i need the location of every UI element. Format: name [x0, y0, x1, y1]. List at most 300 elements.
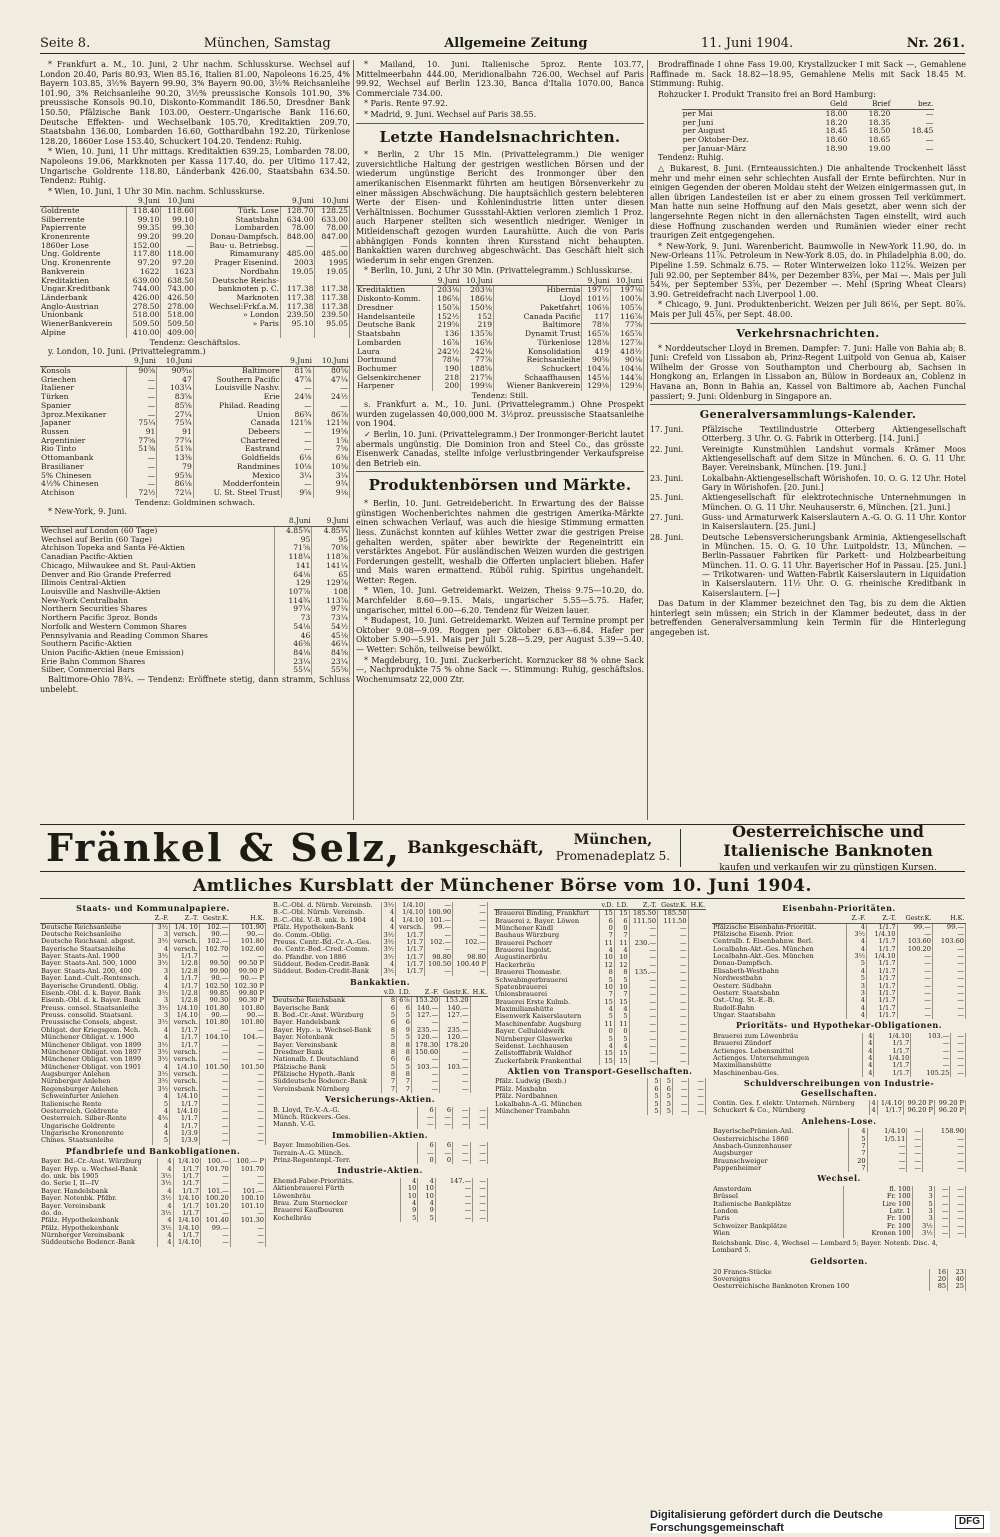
- table-cell: —: [453, 1107, 470, 1114]
- table-cell: Maximilianshütte: [712, 1062, 863, 1069]
- table-cell: Lstr. 1: [844, 1208, 913, 1215]
- table-row: [712, 1223, 966, 1230]
- table-header-cell: 9.Juni: [281, 357, 313, 366]
- table-row: [712, 960, 966, 967]
- table-row: [40, 1180, 266, 1187]
- table-cell: 152: [461, 313, 494, 322]
- table-cell: —: [932, 983, 965, 990]
- table-cell: 97.20: [161, 259, 196, 268]
- table-cell: U. St. Steel Trust: [193, 489, 281, 498]
- table-cell: —: [126, 393, 156, 402]
- table-cell: —: [199, 1056, 230, 1063]
- table-cell: 95: [274, 536, 312, 545]
- table-cell: —: [199, 1123, 230, 1130]
- table-cell: 90⅝: [126, 366, 156, 375]
- kb-wechsel-table: [712, 1186, 966, 1238]
- table-cell: —: [951, 1070, 966, 1077]
- table-cell: —: [629, 1036, 657, 1043]
- table-cell: 3½: [152, 1086, 169, 1093]
- table-cell: 16: [930, 1269, 948, 1276]
- table-cell: —: [281, 402, 313, 411]
- kursblatt-col-1: [40, 902, 266, 1442]
- table-cell: —: [867, 1158, 907, 1165]
- table-cell: —: [453, 902, 488, 909]
- table-cell: 1/1.7: [866, 946, 897, 953]
- table-cell: 99.10: [161, 216, 196, 225]
- table-row: [40, 579, 350, 588]
- table-cell: 10: [614, 984, 629, 991]
- table-cell: Canada: [193, 419, 281, 428]
- table-cell: Unionsbrauerei: [494, 991, 599, 998]
- table-cell: —: [411, 1086, 439, 1093]
- table-row: [272, 902, 488, 909]
- table-cell: —: [658, 940, 689, 947]
- table-cell: 743.00: [161, 285, 196, 294]
- table-cell: 518.00: [161, 311, 196, 320]
- table-cell: 54⅛: [274, 623, 312, 632]
- table-cell: Denver and Rio Grande Preferred: [40, 571, 274, 580]
- table-cell: 4: [152, 1130, 169, 1137]
- table-cell: —: [281, 480, 313, 489]
- table-cell: Oesterr. Staatsbahn: [712, 990, 846, 997]
- table-cell: Louisville Nashv.: [193, 384, 281, 393]
- table-cell: 4: [158, 1188, 174, 1195]
- table-cell: —: [907, 1143, 923, 1150]
- table-row: [712, 1283, 966, 1290]
- table-cell: Canada Pacific: [494, 313, 582, 322]
- table-cell: 47¼: [313, 376, 349, 385]
- table-cell: 100⅞: [611, 295, 644, 304]
- table-cell: Kronen 100: [844, 1230, 913, 1237]
- table-row: [40, 938, 266, 945]
- table-cell: 5: [614, 977, 629, 984]
- table-cell: Ost.-Ung. St.-E.-B.: [712, 997, 846, 1004]
- table-row: [494, 1013, 706, 1020]
- table-cell: Goldrente: [40, 206, 126, 215]
- table-cell: Preussische Consols, abgest.: [40, 1019, 152, 1026]
- table-cell: 7: [614, 932, 629, 939]
- table-cell: 73: [274, 614, 312, 623]
- table-cell: 1/2.8: [170, 990, 200, 997]
- table-cell: Localbahn-Akt.-Ges. München: [712, 953, 846, 960]
- table-cell: 4⅕: [152, 1115, 169, 1122]
- kb-bankaktien-table: [272, 989, 488, 1093]
- table-cell: [280, 329, 315, 338]
- table-cell: Schuckert: [494, 365, 582, 374]
- wien-report: * Wien, 10. Juni, 11 Uhr mittags. Kreditaktien 639.25, Lombarden 78.00, Napoleons 19.06, Markknoten per Kassa 117.40, do. per Ultimo 117.42, Ungarische Goldrente 118.80, Länderbank 426.00, Staatsbahn 634.50. Tendenz: Ruhig.: [40, 147, 350, 186]
- table-cell: 128.25: [315, 206, 350, 215]
- table-cell: 0: [614, 1028, 629, 1035]
- table-cell: Münchener Trambahn: [494, 1108, 648, 1115]
- table-cell: —: [934, 1223, 950, 1230]
- table-cell: Wechsel auf Berlin (60 Tage): [40, 536, 274, 545]
- table-cell: 128⅛: [582, 339, 611, 348]
- table-row: [40, 983, 266, 990]
- table-cell: 12: [614, 962, 629, 969]
- table-cell: —: [411, 1019, 439, 1026]
- table-cell: —: [629, 954, 657, 961]
- table-cell: Pappenheimer: [712, 1165, 848, 1172]
- table-cell: —: [199, 1071, 230, 1078]
- table-header-cell: I.D.: [397, 989, 412, 997]
- issue-number: Nr. 261.: [906, 35, 965, 51]
- table-header-cell: Gestr.K.: [440, 989, 470, 997]
- table-row: [40, 553, 350, 562]
- table-cell: —: [658, 954, 689, 961]
- table-cell: 8: [614, 969, 629, 976]
- table-cell: 4: [158, 1239, 174, 1246]
- table-cell: 1/1.7: [170, 983, 200, 990]
- table-cell: 8: [382, 1042, 397, 1049]
- table-cell: 1/1.7: [170, 1115, 200, 1122]
- table-cell: 186⅝: [432, 295, 461, 304]
- table-cell: —: [440, 1056, 470, 1063]
- kursblatt-title: Amtliches Kursblatt der Münchener Börse vom 10. Juni 1904.: [40, 876, 965, 899]
- table-cell: do. unk. bis 1905: [40, 1173, 158, 1180]
- table-cell: —: [629, 947, 657, 954]
- table-cell: 3: [912, 1215, 934, 1222]
- table-row: [40, 1123, 266, 1130]
- table-row: [712, 1040, 966, 1047]
- table-cell: Kronenrente: [40, 233, 126, 242]
- table-cell: Bayer. Staats-Anl. 1900: [40, 953, 152, 960]
- table-cell: Ungar. Staatsbahn: [712, 1012, 846, 1019]
- table-cell: —: [315, 242, 350, 251]
- table-row: [40, 285, 350, 294]
- table-cell: —: [281, 437, 313, 446]
- table-cell: —: [453, 924, 488, 931]
- table-cell: Deutsche Reichsanleihe: [40, 923, 152, 931]
- table-cell: —: [230, 1239, 265, 1246]
- table-row: [40, 437, 350, 446]
- table-header-cell: Geld: [805, 100, 848, 109]
- table-cell: 19⅝: [313, 428, 349, 437]
- table-cell: 120.—: [440, 1034, 470, 1041]
- gv-note: Das Datum in der Klammer bezeichnet den Tag, bis zu dem die Aktien hinterlegt sein müssen; ein Strich in der Klammer bedeutet, dass in der betreffenden Generalversammlung kein Termin für die Hinterlegung angegeben ist.: [650, 598, 966, 637]
- table-cell: 3½: [152, 1078, 169, 1085]
- table-cell: 5: [397, 1034, 412, 1041]
- table-cell: —: [934, 1208, 950, 1215]
- table-cell: Bayer. Vereinsbank: [40, 1203, 158, 1210]
- table-cell: —: [629, 1043, 657, 1050]
- table-cell: 3½: [912, 1230, 934, 1237]
- table-cell: 78.00: [280, 224, 315, 233]
- table-cell: Atchison Topeka and Santa Fé-Aktien: [40, 544, 274, 553]
- table-cell: —: [473, 1207, 488, 1214]
- table-cell: WienerBankverein: [40, 320, 126, 329]
- table-row: [712, 1107, 966, 1114]
- table-cell: Modderfontein: [193, 480, 281, 489]
- table-row: [40, 1019, 266, 1026]
- table-cell: Handelsanteile: [356, 313, 432, 322]
- table-cell: 7: [382, 1078, 397, 1085]
- table-cell: —: [911, 1062, 951, 1069]
- table-cell: 7: [397, 1078, 412, 1085]
- table-row: [40, 1064, 266, 1071]
- table-row: [272, 1121, 488, 1128]
- table-cell: —: [672, 1078, 688, 1085]
- table-cell: —: [470, 1107, 488, 1114]
- table-cell: 70⅝: [312, 544, 350, 553]
- table-cell: —: [473, 1178, 488, 1185]
- table-row: [494, 1021, 706, 1028]
- table-row: [40, 384, 350, 393]
- table-cell: Erie Bahn Common Shares: [40, 658, 274, 667]
- table-cell: 5: [614, 1036, 629, 1043]
- table-row: [494, 947, 706, 954]
- magdeburg-zucker: * Magdeburg, 10. Juni. Zuckerbericht. Kornzucker 88 % ohne Sack —, Nachprodukte 75 % ohne Sack —. Stimmung: Ruhig, geschäftslos. Wochenumsatz 22,000 Ztr.: [356, 655, 644, 684]
- table-cell: 10: [614, 954, 629, 961]
- table-cell: 24⅜: [281, 393, 313, 402]
- table-cell: 144⅞: [611, 374, 644, 383]
- table-cell: Schaaffhausen: [494, 374, 582, 383]
- table-header-cell: [682, 100, 806, 109]
- table-cell: 5: [846, 960, 866, 967]
- table-cell: » Paris: [195, 320, 280, 329]
- table-row: [494, 984, 706, 991]
- table-row: [682, 109, 935, 118]
- table-cell: Süddeutsche Bodencr.-Bank: [40, 1239, 158, 1246]
- table-row: [712, 931, 966, 938]
- table-cell: —: [230, 1115, 266, 1122]
- table-cell: 1/1.7: [396, 946, 425, 953]
- table-header-cell: I.D.: [614, 902, 629, 910]
- table-cell: Kochelbräu: [272, 1215, 400, 1222]
- table-cell: 91: [126, 428, 156, 437]
- table-header-row: [712, 915, 966, 923]
- table-cell: 1/4.10: [170, 1108, 200, 1115]
- table-header-cell: 10.Juni: [611, 277, 644, 286]
- table-cell: 4.85¾: [274, 526, 312, 535]
- gv-date: 28. Juni.: [650, 532, 684, 542]
- table-cell: 3: [912, 1193, 934, 1200]
- table-row: [40, 1042, 266, 1049]
- table-cell: 153.20: [440, 997, 470, 1005]
- table-cell: 101.—: [230, 1188, 265, 1195]
- table-cell: —: [658, 1050, 689, 1057]
- table-cell: —: [932, 975, 965, 982]
- table-row: [272, 939, 488, 946]
- table-cell: Süddeut. Boden-Credit-Bank: [272, 968, 381, 975]
- table-cell: 418½: [611, 348, 644, 357]
- table-cell: Silber, Commercial Bars: [40, 666, 274, 675]
- table-row: [494, 932, 706, 939]
- table-header-cell: [40, 197, 126, 206]
- table-row: [40, 411, 350, 420]
- table-cell: 848.00: [280, 233, 315, 242]
- table-cell: —: [453, 1157, 470, 1164]
- table-cell: 3½: [846, 931, 866, 938]
- table-cell: 5: [648, 1108, 660, 1115]
- table-cell: 5: [397, 1064, 412, 1071]
- table-cell: 7: [848, 1150, 867, 1157]
- table-cell: Türk. Lose: [195, 206, 280, 215]
- ad-offer-title: Oesterreichische und Italienische Banknoten: [723, 821, 933, 860]
- table-cell: 7: [599, 932, 614, 939]
- table-cell: 117.80: [126, 250, 161, 259]
- table-cell: —: [932, 946, 965, 953]
- table-cell: —: [230, 1049, 266, 1056]
- kb-wechsel-title: Wechsel.: [817, 1173, 861, 1184]
- table-row: [40, 1078, 266, 1085]
- table-cell: 165⅞: [582, 330, 611, 339]
- table-cell: 1/1.7: [396, 954, 425, 961]
- table-cell: 1/1.7: [866, 1005, 897, 1012]
- table-cell: 1/4.10: [173, 1225, 200, 1232]
- table-row: [40, 1027, 266, 1034]
- table-cell: Canadian Pacific-Aktien: [40, 553, 274, 562]
- table-row: [40, 216, 350, 225]
- table-header-cell: [195, 197, 280, 206]
- table-cell: 101.—: [201, 1188, 231, 1195]
- table-cell: Pfälz. Maxbahn: [494, 1086, 648, 1093]
- berlin-tendenz: Tendenz: Still.: [471, 391, 529, 401]
- table-cell: Spanier: [40, 402, 126, 411]
- table-cell: Schwabingerbrauerei: [494, 977, 599, 984]
- table-cell: 6: [382, 1056, 397, 1063]
- table-cell: do. do.: [40, 1210, 158, 1217]
- table-cell: 15: [614, 910, 629, 918]
- table-cell: 1/4.10: [170, 1012, 200, 1019]
- table-cell: Augustinerbräu: [494, 954, 599, 961]
- table-cell: Ungarische Kronenrente: [40, 1130, 152, 1137]
- table-cell: per Juni: [682, 118, 714, 127]
- table-cell: 3½: [152, 990, 169, 997]
- table-row: [272, 1012, 488, 1019]
- table-cell: —: [230, 1042, 266, 1049]
- table-cell: —: [897, 953, 932, 960]
- table-row: [712, 1230, 966, 1237]
- bank-advertisement: [40, 821, 965, 873]
- table-row: [40, 402, 350, 411]
- table-cell: Northern Pacific 3proz. Bonds: [40, 614, 274, 623]
- table-cell: —: [126, 454, 156, 463]
- table-cell: 19.00: [868, 144, 891, 153]
- table-row: [272, 917, 488, 924]
- table-cell: —: [418, 1114, 435, 1121]
- table-cell: —: [453, 1150, 470, 1157]
- table-cell: Hibernia: [494, 286, 582, 295]
- table-cell: —: [629, 1013, 657, 1020]
- table-cell: Lokalbahn-A.-G. München: [494, 1101, 648, 1108]
- table-cell: Reichsanleihe: [494, 356, 582, 365]
- kb-brauerei-table: [494, 902, 706, 1065]
- table-cell: 1/1.7: [170, 1101, 200, 1108]
- table-cell: 90.— P: [230, 975, 266, 982]
- table-cell: 78⅛: [432, 356, 461, 365]
- table-cell: Baltimore: [494, 321, 582, 330]
- table-cell: —: [453, 1114, 470, 1121]
- table-cell: 47: [157, 376, 193, 385]
- table-cell: —: [199, 1027, 230, 1034]
- table-cell: 15: [599, 999, 614, 1006]
- table-cell: Fr. 100: [844, 1215, 913, 1222]
- table-header-row: [40, 197, 350, 206]
- table-cell: —: [126, 463, 156, 472]
- table-row: [272, 1034, 488, 1041]
- table-row: [272, 1078, 488, 1085]
- table-cell: 77⅝: [611, 321, 644, 330]
- newyork-tail: Baltimore-Ohio 78¾. — Tendenz: Eröffnete stetig, dann stramm, Schluss unbelebt.: [40, 675, 350, 694]
- table-cell: Nürnberger Glaswerke: [494, 1036, 599, 1043]
- table-cell: —: [658, 977, 689, 984]
- table-cell: 101.80: [230, 938, 266, 945]
- table-cell: Zellstofffabrik Waldhof: [494, 1050, 599, 1057]
- table-cell: —: [950, 1223, 966, 1230]
- table-cell: 219: [461, 321, 494, 330]
- table-row: [272, 954, 488, 961]
- table-cell: 4: [848, 1128, 867, 1135]
- table-cell: Ottomanbank: [40, 454, 126, 463]
- table-cell: 1/1.7: [396, 968, 425, 975]
- london-tendenz: Tendenz: Goldminen schwach.: [134, 497, 256, 507]
- table-cell: —: [126, 411, 156, 420]
- table-cell: 18.00: [825, 109, 848, 118]
- table-cell: Italienische Rente: [40, 1101, 152, 1108]
- table-row: [40, 1137, 266, 1144]
- table-cell: 102.50: [199, 983, 230, 990]
- table-cell: 127.—: [411, 1012, 439, 1019]
- table-cell: 847.00: [315, 233, 350, 242]
- table-cell: Marknoten: [195, 294, 280, 303]
- table-cell: [195, 329, 280, 338]
- table-cell: [315, 329, 350, 338]
- table-row: [40, 320, 350, 329]
- kb-bank-discount: Reichsbank. Disc. 4, Wechsel — Lombard 5; Bayer. Notenb. Disc. 4, Lombard 5.: [712, 1238, 938, 1255]
- table-row: [356, 330, 644, 339]
- table-cell: 218: [432, 374, 461, 383]
- table-cell: Fr. 100: [844, 1193, 913, 1200]
- table-cell: —: [925, 109, 934, 118]
- table-cell: 77⅝: [126, 437, 156, 446]
- table-cell: 8: [382, 997, 397, 1005]
- kb-geldsorten-table: [712, 1269, 966, 1291]
- table-cell: 639.00: [126, 277, 161, 286]
- table-cell: 278.00: [161, 303, 196, 312]
- table-header-cell: 10.Juni: [313, 357, 349, 366]
- table-row: [712, 1186, 966, 1193]
- table-cell: 1/4.10: [396, 909, 425, 916]
- table-cell: 1/1.7: [866, 997, 897, 1004]
- table-cell: 9: [418, 1207, 436, 1214]
- table-row: [40, 666, 350, 675]
- table-cell: Maschinenfabr. Augsburg: [494, 1021, 599, 1028]
- table-cell: 190: [432, 365, 461, 374]
- table-cell: Wechsel auf London (60 Tage): [40, 526, 274, 535]
- table-cell: 135.—: [629, 969, 657, 976]
- table-row: [272, 1019, 488, 1026]
- table-cell: —: [629, 991, 657, 998]
- table-row: [712, 1005, 966, 1012]
- table-cell: Bayer. Bd.-Cr.-Anst. Würzburg: [40, 1158, 158, 1165]
- table-cell: 99.—: [932, 923, 965, 931]
- table-cell: Vereinsbank Nürnberg: [272, 1086, 382, 1093]
- table-cell: Maximilianshütte: [494, 1006, 599, 1013]
- table-cell: 3½: [152, 1042, 169, 1049]
- table-cell: Illinois Central-Aktien: [40, 579, 274, 588]
- table-cell: do. Serie I, II—IV: [40, 1180, 158, 1187]
- table-header-cell: bez.: [891, 100, 934, 109]
- table-cell: 100.— P: [230, 1158, 265, 1165]
- table-cell: 0: [614, 925, 629, 932]
- table-cell: 10: [400, 1193, 418, 1200]
- table-row: [494, 969, 706, 976]
- table-cell: Kreditaktien: [40, 277, 126, 286]
- table-cell: Deutsche Reichsanleihe: [40, 931, 152, 938]
- table-cell: —: [435, 1121, 452, 1128]
- table-cell: —: [199, 1086, 230, 1093]
- table-cell: Bayer. Handelsbank: [40, 1188, 158, 1195]
